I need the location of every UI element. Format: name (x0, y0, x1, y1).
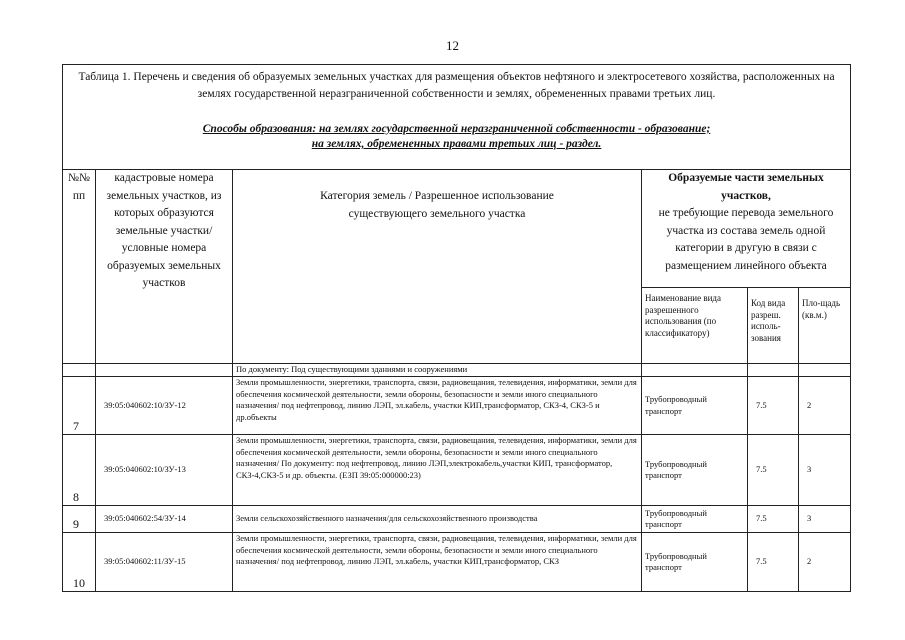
header-num: №№ пп (63, 170, 96, 364)
land-category: Земли сельскохозяйственного назначения/для сельскохозяйственного производства (233, 506, 642, 533)
area: 3 (799, 506, 851, 533)
use-code: 7.5 (748, 533, 799, 592)
header-row (63, 170, 851, 288)
formation-methods-line-1: Способы образования: на землях государственной неразграниченной собственности - образование; (202, 123, 711, 135)
cadastral-number: 39:05:040602:54/ЗУ-14 (96, 506, 233, 533)
doc-note-empty-3 (642, 364, 748, 377)
header-parts (642, 170, 851, 288)
cadastral-number: 39:05:040602:10/ЗУ-12 (96, 377, 233, 435)
land-category: Земли промышленности, энергетики, транспорта, связи, радиовещания, телевидения, информатики, земли для обеспечения космической деятельности, земли обороны, безопасности и земли иного специального назначения/ под нефтепровод, линию ЛЭП, эл.кабель, участки КИП,трансформатор, СКЗ-4, СКЗ-5 и др.объекты (233, 377, 642, 435)
land-plots-table (62, 64, 851, 592)
doc-note-empty-1 (63, 364, 96, 377)
caption-cell (63, 65, 851, 170)
table-caption: Таблица 1. Перечень и сведения об образуемых земельных участках для размещения объектов нефтяного и электросетевого хозяйства, расположенных на землях государственной неразграниченной собственности и землях, обремененных правами третьих лиц. (78, 71, 835, 100)
use-code: 7.5 (748, 435, 799, 506)
header-area: Пло-щадь (кв.м.) (799, 288, 851, 364)
doc-note: По документу: Под существующими зданиями и сооружениями (233, 364, 642, 377)
use-name: Трубопроводный транспорт (642, 435, 748, 506)
page-number: 12 (446, 38, 459, 53)
header-parts-bold: Образуемые части земельных участков, (668, 172, 824, 202)
table-row (63, 506, 851, 533)
land-category: Земли промышленности, энергетики, транспорта, связи, радиовещания, телевидения, информатики, земли для обеспечения космической деятельности, земли обороны, безопасности и земли иного специального назначения/ под нефтепровод, линию ЛЭП, эл.кабель, участки КИП,трансформатор, СКЗ (233, 533, 642, 592)
area: 2 (799, 533, 851, 592)
header-cadastral: кадастровые номера земельных участков, из которых образуются земельные участки/ условные номера образуемых земельных участков (96, 170, 233, 364)
cadastral-number: 39:05:040602:10/ЗУ-13 (96, 435, 233, 506)
cadastral-number: 39:05:040602:11/ЗУ-15 (96, 533, 233, 592)
doc-note-row (63, 364, 851, 377)
row-number: 9 (63, 506, 96, 533)
header-parts-rest: не требующие перевода земельного участка из состава земель одной категории в другую в связи с размещением линейного объекта (658, 207, 834, 272)
formation-methods (66, 122, 847, 152)
table-row (63, 377, 851, 435)
area: 3 (799, 435, 851, 506)
doc-note-empty-4 (748, 364, 799, 377)
use-code: 7.5 (748, 506, 799, 533)
row-number: 8 (63, 435, 96, 506)
header-use-code: Код вида разреш. исполь-зования (748, 288, 799, 364)
use-name: Трубопроводный транспорт (642, 377, 748, 435)
use-name: Трубопроводный транспорт (642, 506, 748, 533)
use-code: 7.5 (748, 377, 799, 435)
table-row (63, 435, 851, 506)
header-category-text: Категория земель / Разрешенное использование существующего земельного участка (320, 190, 554, 220)
table-row (63, 533, 851, 592)
header-use-name: Наименование вида разрешенного использования (по классификатору) (642, 288, 748, 364)
doc-note-empty-2 (96, 364, 233, 377)
area: 2 (799, 377, 851, 435)
formation-methods-line-2: на землях, обремененных правами третьих лиц - раздел. (311, 138, 602, 150)
row-number: 10 (63, 533, 96, 592)
land-category: Земли промышленности, энергетики, транспорта, связи, радиовещания, телевидения, информатики, земли для обеспечения космической деятельности, земли обороны, безопасности и земли иного специального назначения/ По документу: под нефтепровод, линию ЛЭП,электрокабель,участки КИП, трансформатор, СКЗ-4,СКЗ-5 и др. объекты. (ЕЗП 39:05:000000:23) (233, 435, 642, 506)
use-name: Трубопроводный транспорт (642, 533, 748, 592)
row-number: 7 (63, 377, 96, 435)
header-category (233, 170, 642, 364)
caption-row (63, 65, 851, 170)
doc-note-empty-5 (799, 364, 851, 377)
